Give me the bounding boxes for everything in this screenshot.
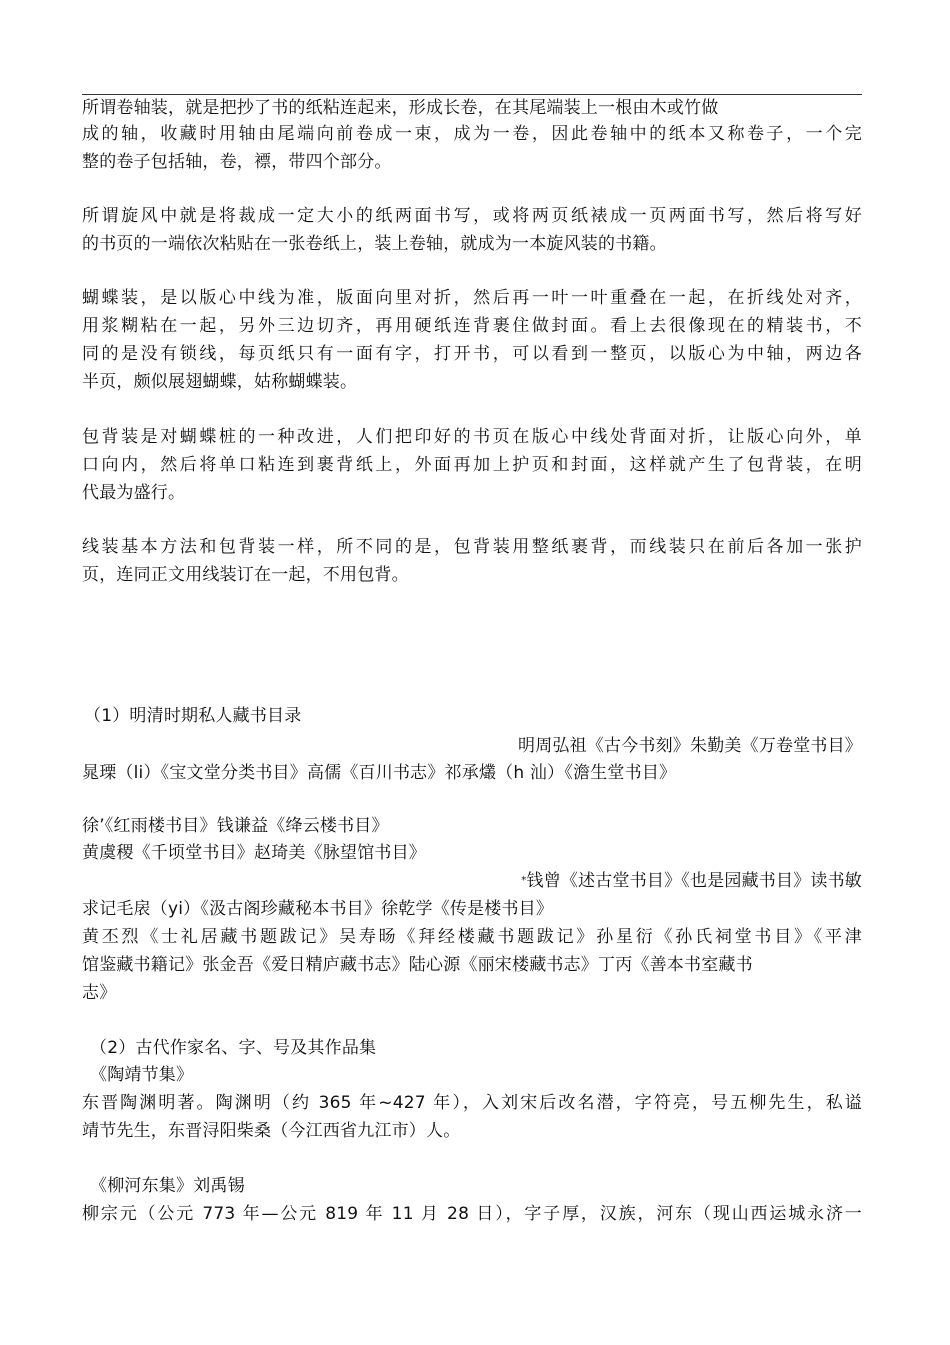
catalog-line-1: 明周弘祖《古今书刻》朱勤美《万卷堂书目》 bbox=[518, 736, 862, 756]
catalog-line-4: 黄虞稷《千顷堂书目》赵琦美《脉望馆书目》 bbox=[82, 843, 426, 863]
catalog-line-6: 求记毛扆（yi）《汲古阁珍藏秘本书目》徐乾学《传是楼书目》 bbox=[82, 899, 554, 919]
header-rule bbox=[82, 94, 862, 95]
catalog-line-2: 晁瑮（li）《宝文堂分类书目》高儒《百川书志》祁承爜（h 汕）《澹生堂书目》 bbox=[82, 763, 677, 783]
butterfly-para-line-1: 蝴蝶装，是以版心中线为准，版面向里对折，然后再一叶一叶重叠在一起，在折线处对齐， bbox=[82, 288, 862, 308]
whirlwind-para-line-2: 的书页的一端依次粘贴在一张卷纸上，装上卷轴，就成为一本旋风装的书籍。 bbox=[82, 234, 667, 254]
liu-collection-title: 《柳河东集》刘禹锡 bbox=[90, 1176, 245, 1196]
whirlwind-para-line-1: 所谓旋风中就是将裁成一定大小的纸两面书写，或将两页纸裱成一页两面书写，然后将写好 bbox=[82, 206, 862, 226]
catalog-line-5 bbox=[521, 870, 862, 892]
tao-line-1: 东晋陶渊明著。陶渊明（约 365 年~427 年），入刘宋后改名潜，字符亮，号五柳先生，私谥 bbox=[82, 1093, 862, 1113]
catalog-line-8: 馆鉴藏书籍记》张金吾《爱日精庐藏书志》陆心源《丽宋楼藏书志》丁丙《善本书室藏书 bbox=[82, 955, 753, 975]
scroll-para-line-2: 成的轴，收藏时用轴由尾端向前卷成一束，成为一卷，因此卷轴中的纸本又称卷子，一个完 bbox=[82, 124, 862, 144]
catalog-line-5-text: 钱曾《述古堂书目》《也是园藏书目》读书敏 bbox=[526, 871, 862, 891]
section2-heading: （2）古代作家名、字、号及其作品集 bbox=[90, 1038, 377, 1058]
butterfly-para-line-4: 半页，颇似展翅蝴蝶，姑称蝴蝶装。 bbox=[82, 372, 358, 392]
butterfly-para-line-2: 用浆糊粘在一起，另外三边切齐，再用硬纸连背裹住做封面。看上去很像现在的精装书，不 bbox=[82, 316, 862, 336]
section1-heading: （1）明清时期私人藏书目录 bbox=[84, 706, 302, 726]
catalog-line-3: 徐’《红雨楼书目》钱谦益《绛云楼书目》 bbox=[82, 816, 389, 836]
butterfly-para-line-3: 同的是没有锁线，每页纸只有一面有字，打开书，可以看到一整页，以版心为中轴，两边各 bbox=[82, 344, 862, 364]
asterisk-mark: * bbox=[521, 875, 527, 886]
thread-para-line-2: 页，连同正文用线装订在一起，不用包背。 bbox=[82, 565, 409, 585]
catalog-line-7: 黄丕烈《士礼居藏书题跋记》吴寿旸《拜经楼藏书题跋记》孙星衍《孙氏祠堂书目》《平津 bbox=[82, 927, 862, 947]
liu-line-1: 柳宗元（公元 773 年—公元 819 年 11 月 28 日），字子厚，汉族，河东（现山西运城永济一 bbox=[82, 1204, 862, 1224]
tao-line-2: 靖节先生，东晋浔阳柴桑（今江西省九江市）人。 bbox=[82, 1121, 461, 1141]
wrapped-back-para-line-2: 口向内，然后将单口粘连到裹背纸上，外面再加上护页和封面，这样就产生了包背装，在明 bbox=[82, 455, 862, 475]
scroll-para-line-1: 所谓卷轴装，就是把抄了书的纸粘连起来，形成长卷，在其尾端装上一根由木或竹做 bbox=[82, 98, 719, 118]
wrapped-back-para-line-1: 包背装是对蝴蝶桩的一种改进，人们把印好的书页在版心中线处背面对折，让版心向外，单 bbox=[82, 427, 862, 447]
thread-para-line-1: 线装基本方法和包背装一样，所不同的是，包背装用整纸裹背，而线装只在前后各加一张护 bbox=[82, 537, 862, 557]
wrapped-back-para-line-3: 代最为盛行。 bbox=[82, 483, 186, 503]
scroll-para-line-3: 整的卷子包括轴，卷，褾，带四个部分。 bbox=[82, 152, 392, 172]
tao-collection-title: 《陶靖节集》 bbox=[90, 1065, 194, 1085]
catalog-line-9: 志》 bbox=[82, 983, 117, 1003]
